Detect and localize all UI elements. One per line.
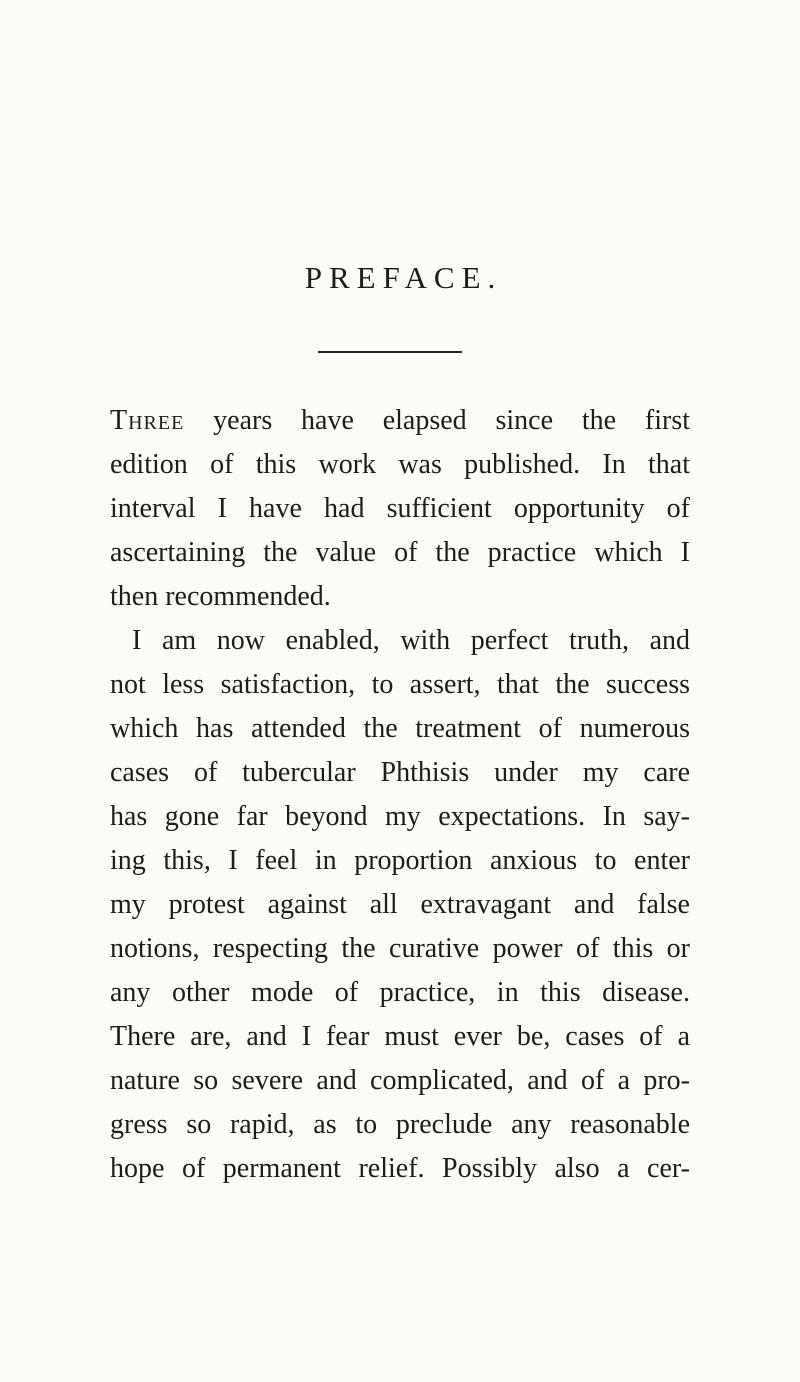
text-line: my protest against all extravagant and false [110, 889, 690, 920]
page-title: PREFACE. [304, 260, 503, 295]
text-line: ascertaining the value of the practice which I [110, 537, 690, 568]
preface-body [110, 399, 690, 1191]
text-line: nature so severe and complicated, and of a pro- [110, 1065, 690, 1096]
text-line: any other mode of practice, in this disease. [110, 977, 690, 1008]
text-line: interval I have had sufficient opportunity of [110, 493, 690, 524]
text-line: hope of permanent relief. Possibly also a cer- [110, 1153, 690, 1184]
paragraph-1 [110, 399, 690, 619]
text-line: not less satisfaction, to assert, that the success [110, 669, 690, 700]
lead-word: Three [110, 405, 185, 436]
text-line: edition of this work was published. In that [110, 449, 690, 480]
text-line: ing this, I feel in proportion anxious to enter [110, 845, 690, 876]
title-divider-rule [318, 351, 462, 353]
text-line: cases of tubercular Phthisis under my care [110, 757, 690, 788]
text-line: which has attended the treatment of numerous [110, 713, 690, 744]
text-line: then recommended. [110, 581, 331, 612]
paragraph-2 [110, 619, 690, 1191]
text-line: has gone far beyond my expectations. In say- [110, 801, 690, 832]
text-line: I am now enabled, with perfect truth, and [132, 625, 690, 656]
text-line: Three years have elapsed since the first [110, 405, 690, 436]
text-line: There are, and I fear must ever be, cases of a [110, 1021, 690, 1052]
text-line: gress so rapid, as to preclude any reasonable [110, 1109, 690, 1140]
text-line: notions, respecting the curative power of this or [110, 933, 690, 964]
